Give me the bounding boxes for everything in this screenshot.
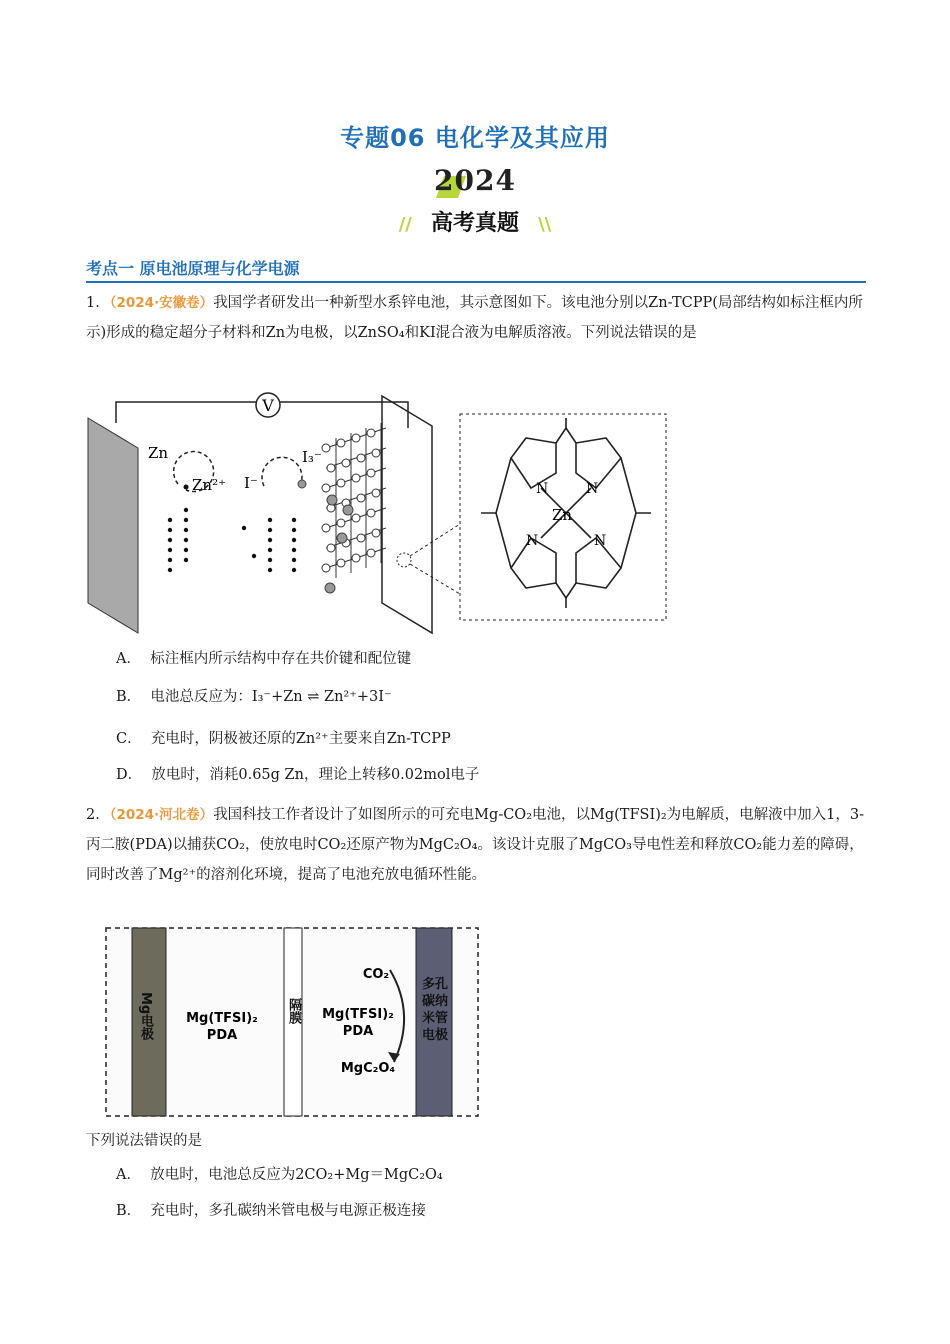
mg-electrode-label: Mg电极 [138, 992, 153, 1041]
cnt-electrode-label: 多孔碳纳米管电极 [421, 977, 448, 1043]
triiodide-label: I₃⁻ [302, 448, 322, 466]
zn2-label: Zn²⁺ [192, 476, 227, 494]
page-title: 专题06 电化学及其应用 [340, 124, 610, 152]
option-2b: B． 充电时，多孔碳纳米管电极与电源正极连接 [116, 1203, 426, 1219]
right-electrolyte-2: PDA [342, 1024, 374, 1039]
question-1 [86, 288, 866, 348]
left-electrolyte-2: PDA [206, 1028, 238, 1043]
option-1a: A． 标注框内所示结构中存在共价键和配位键 [116, 651, 412, 667]
right-electrolyte-1: Mg(TFSI)₂ [322, 1007, 394, 1022]
banner-box [417, 204, 533, 243]
year-label: 2024 [434, 164, 516, 197]
tcpp-electrode [382, 396, 432, 633]
n-label-2: N [586, 481, 599, 497]
zn-electrode [88, 418, 138, 633]
n-label-1: N [536, 481, 549, 497]
slash-decoration-left: // [398, 214, 412, 235]
section-heading: 考点一 原电池原理与化学电源 [86, 256, 866, 283]
question-text: 我国科技工作者设计了如图所示的可充电Mg-CO₂电池，以Mg(TFSI)₂为电解质，电解液中加入1，3-丙二胺(PDA)以捕获CO₂，使放电时CO₂还原产物为MgC₂O₄。该设计克服了MgCO₃导电性差和释放CO₂能力差的障碍，同时改善了Mg²⁺的溶剂化环境，提高了电池充放电循环性能。 [86, 807, 865, 883]
zn-label: Zn [148, 444, 169, 462]
n-label-3: N [526, 533, 539, 549]
banner [0, 204, 950, 243]
left-electrolyte-1: Mg(TFSI)₂ [186, 1011, 258, 1026]
option-2a: A． 放电时，电池总反应为2CO₂+Mg＝MgC₂O₄ [116, 1167, 443, 1183]
slash-decoration-right: \\ [538, 214, 552, 235]
question-2-stem: 下列说法错误的是 [86, 1133, 202, 1149]
product-label: MgC₂O₄ [340, 1061, 396, 1076]
center-metal-label: Zn [552, 506, 573, 524]
question-number: 1． [86, 295, 110, 311]
option-1b: B． 电池总反应为：I₃⁻+Zn ⇌ Zn²⁺+3I⁻ [116, 689, 392, 705]
banner-text: 高考真题 [430, 211, 519, 236]
separator-label: 隔膜 [286, 998, 301, 1024]
co2-label: CO₂ [362, 967, 390, 982]
question-source: （2024·安徽卷） [109, 295, 214, 311]
iodide-label: I⁻ [244, 474, 258, 492]
mg-co2-battery-diagram [100, 922, 484, 1122]
question-2 [86, 800, 866, 890]
ion-dots [168, 508, 296, 572]
zinc-battery-diagram [86, 388, 676, 638]
option-1d: D． 放电时，消耗0.65g Zn，理论上转移0.02mol电子 [116, 767, 480, 783]
voltmeter-label: V [262, 396, 274, 415]
option-1c: C． 充电时，阴极被还原的Zn²⁺主要来自Zn-TCPP [116, 731, 451, 747]
question-text: 我国学者研发出一种新型水系锌电池，其示意图如下。该电池分别以Zn-TCPP(局部结构如标注框内所示)形成的稳定超分子材料和Zn为电极，以ZnSO₄和KI混合液为电解质溶液。下列说法错误的是 [86, 295, 863, 341]
n-label-4: N [594, 533, 607, 549]
question-number: 2． [86, 807, 110, 823]
question-source: （2024·河北卷） [109, 807, 214, 823]
